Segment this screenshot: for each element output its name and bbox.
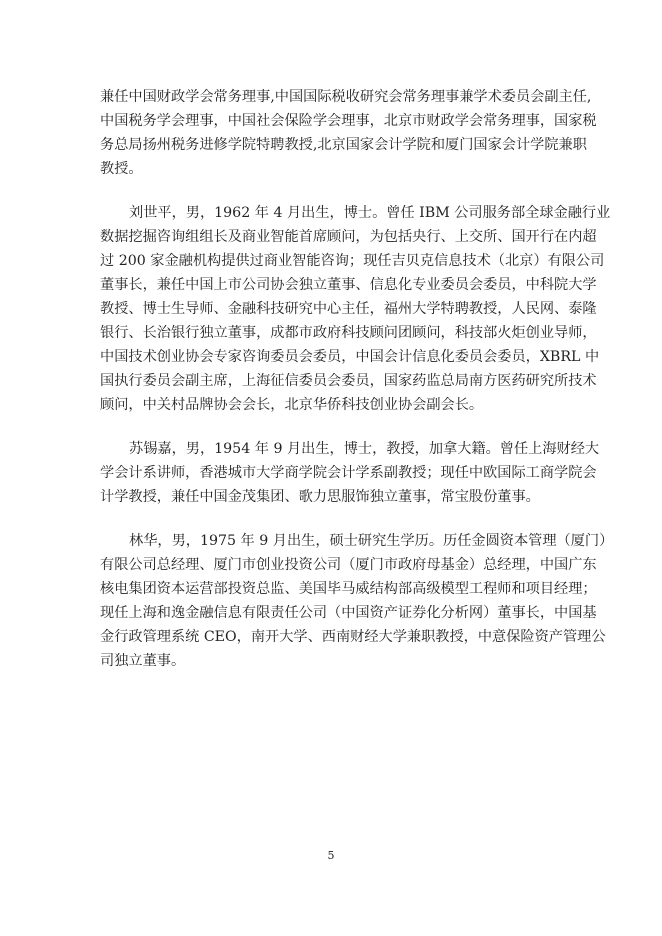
text-line: 过 200 家金融机构提供过商业智能咨询；现任吉贝克信息技术（北京）有限公司 bbox=[100, 253, 605, 269]
text-line: 顾问，中关村品牌协会会长，北京华侨科技创业协会副会长。 bbox=[100, 397, 484, 413]
text-line: 银行、长治银行独立董事，成都市政府科技顾问团顾问，科技部火炬创业导师， bbox=[100, 325, 597, 341]
paragraph bbox=[100, 529, 614, 673]
text-line: 林华，男，1975 年 9 月出生，硕士研究生学历。历任金圆资本管理（厦门） bbox=[129, 533, 614, 549]
text-line: 务总局扬州税务进修学院特聘教授,北京国家会计学院和厦门国家会计学院兼职 bbox=[100, 137, 587, 153]
paragraph bbox=[100, 85, 597, 181]
text-line: 数据挖掘咨询组组长及商业智能首席顾问，为包括央行、上交所、国开行在内超 bbox=[100, 229, 597, 245]
text-line: 教授、博士生导师、金融科技研究中心主任，福州大学特聘教授，人民网、泰隆 bbox=[100, 301, 597, 317]
text-line: 中国税务学会理事，中国社会保险学会理事，北京市财政学会常务理事，国家税 bbox=[100, 113, 597, 129]
text-line: 兼任中国财政学会常务理事,中国国际税收研究会常务理事兼学术委员会副主任, bbox=[100, 89, 592, 105]
text-line: 计学教授，兼任中国金茂集团、歌力思服饰独立董事，常宝股份董事。 bbox=[100, 489, 540, 505]
text-line: 苏锡嘉，男，1954 年 9 月出生，博士，教授，加拿大籍。曾任上海财经大 bbox=[129, 441, 600, 457]
text-line: 现任上海和逸金融信息有限责任公司（中国资产证券化分析网）董事长，中国基 bbox=[100, 605, 597, 621]
document-body bbox=[100, 85, 614, 693]
paragraph bbox=[100, 437, 600, 509]
text-line: 国执行委员会副主席，上海征信委员会委员，国家药监总局南方医药研究所技术 bbox=[100, 373, 597, 389]
text-line: 教授。 bbox=[100, 161, 143, 177]
text-line: 刘世平，男，1962 年 4 月出生，博士。曾任 IBM 公司服务部全球金融行业 bbox=[129, 205, 611, 221]
page-number: 5 bbox=[327, 849, 335, 862]
text-line: 中国技术创业协会专家咨询委员会委员，中国会计信息化委员会委员，XBRL 中 bbox=[100, 349, 600, 365]
text-line: 金行政管理系统 CEO，南开大学、西南财经大学兼职教授，中意保险资产管理公 bbox=[100, 629, 606, 645]
text-line: 学会计系讲师，香港城市大学商学院会计学系副教授；现任中欧国际工商学院会 bbox=[100, 465, 597, 481]
text-line: 核电集团资本运营部投资总监、美国毕马威结构部高级模型工程师和项目经理； bbox=[100, 581, 597, 597]
text-line: 司独立董事。 bbox=[100, 653, 186, 669]
text-line: 董事长，兼任中国上市公司协会独立董事、信息化专业委员会委员，中科院大学 bbox=[100, 277, 597, 293]
text-line: 有限公司总经理、厦门市创业投资公司（厦门市政府母基金）总经理，中国广东 bbox=[100, 557, 597, 573]
paragraph bbox=[100, 201, 611, 417]
